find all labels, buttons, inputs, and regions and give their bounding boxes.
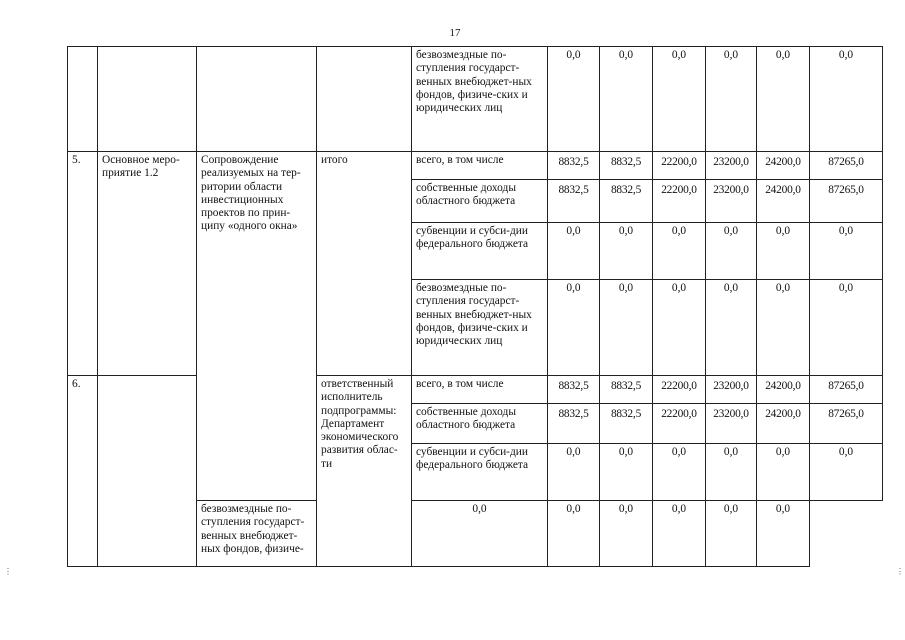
row-number: 6. <box>68 376 98 567</box>
value-cell: 0,0 <box>706 501 757 567</box>
value-cell: 0,0 <box>600 444 653 501</box>
value-cell: 24200,0 <box>757 152 810 180</box>
cell-description <box>197 47 317 152</box>
cell-executor <box>317 47 412 152</box>
value-cell: 87265,0 <box>810 152 883 180</box>
value-cell: 8832,5 <box>548 152 600 180</box>
executor-label: итого <box>317 152 412 376</box>
value-cell: 0,0 <box>810 47 883 152</box>
value-cell: 87265,0 <box>810 404 883 444</box>
value-cell: 0,0 <box>600 501 653 567</box>
value-cell: 24200,0 <box>757 376 810 404</box>
value-cell: 0,0 <box>757 280 810 376</box>
value-cell: 22200,0 <box>653 180 706 223</box>
value-cell: 24200,0 <box>757 404 810 444</box>
value-cell: 87265,0 <box>810 376 883 404</box>
value-cell: 0,0 <box>810 280 883 376</box>
scan-edge-mark: ⋮ <box>4 567 12 576</box>
activity-description: Сопровождение реализуемых на тер-ритории области инвестиционных проектов по прин-ципу «одного окна» <box>197 152 317 501</box>
value-cell: 0,0 <box>706 223 757 280</box>
value-cell: 0,0 <box>412 501 548 567</box>
source-label: безвозмездные по-ступления государст-венных внебюджет-ных фондов, физиче-ских и юридических лиц <box>412 280 548 376</box>
value-cell: 0,0 <box>653 280 706 376</box>
page-number: 17 <box>449 27 461 39</box>
value-cell: 0,0 <box>653 444 706 501</box>
value-cell: 0,0 <box>706 47 757 152</box>
executor-label: ответственный исполнитель подпрограммы: Департамент экономического развития облас-ти <box>317 376 412 567</box>
source-label: субвенции и субси-дии федерального бюджета <box>412 223 548 280</box>
value-cell: 8832,5 <box>600 404 653 444</box>
value-cell: 0,0 <box>810 223 883 280</box>
value-cell: 0,0 <box>706 280 757 376</box>
value-cell: 8832,5 <box>548 376 600 404</box>
value-cell: 0,0 <box>548 223 600 280</box>
value-cell: 8832,5 <box>600 152 653 180</box>
cell-name <box>98 47 197 152</box>
source-label: безвозмездные по-ступления государст-венных внебюджет-ных фондов, физиче-ских и юридических лиц <box>412 47 548 152</box>
value-cell: 0,0 <box>757 223 810 280</box>
value-cell: 0,0 <box>757 501 810 567</box>
source-label: всего, в том числе <box>412 152 548 180</box>
source-label: собственные доходы областного бюджета <box>412 180 548 223</box>
cell-number <box>68 47 98 152</box>
value-cell: 0,0 <box>757 47 810 152</box>
scan-edge-mark: ⋮ <box>896 567 904 576</box>
value-cell: 0,0 <box>653 501 706 567</box>
value-cell: 0,0 <box>548 501 600 567</box>
value-cell: 0,0 <box>548 47 600 152</box>
value-cell: 23200,0 <box>706 152 757 180</box>
value-cell: 23200,0 <box>706 180 757 223</box>
value-cell: 23200,0 <box>706 404 757 444</box>
value-cell: 0,0 <box>600 223 653 280</box>
value-cell: 22200,0 <box>653 376 706 404</box>
activity-name <box>98 376 197 567</box>
value-cell: 0,0 <box>706 444 757 501</box>
source-label: безвозмездные по-ступления государст-венных внебюджет-ных фондов, физиче- <box>197 501 317 567</box>
value-cell: 8832,5 <box>600 376 653 404</box>
budget-table <box>67 46 883 567</box>
value-cell: 0,0 <box>548 280 600 376</box>
value-cell: 23200,0 <box>706 376 757 404</box>
table-row <box>68 376 883 404</box>
activity-name: Основное меро-приятие 1.2 <box>98 152 197 376</box>
value-cell: 22200,0 <box>653 404 706 444</box>
value-cell: 8832,5 <box>548 180 600 223</box>
value-cell: 87265,0 <box>810 180 883 223</box>
table-row-continued <box>68 47 883 152</box>
value-cell: 0,0 <box>653 223 706 280</box>
table-row <box>68 152 883 180</box>
source-label: субвенции и субси-дии федерального бюджета <box>412 444 548 501</box>
value-cell: 22200,0 <box>653 152 706 180</box>
value-cell: 0,0 <box>653 47 706 152</box>
value-cell: 0,0 <box>810 444 883 501</box>
value-cell: 8832,5 <box>600 180 653 223</box>
source-label: всего, в том числе <box>412 376 548 404</box>
value-cell: 0,0 <box>600 47 653 152</box>
value-cell: 8832,5 <box>548 404 600 444</box>
source-label: собственные доходы областного бюджета <box>412 404 548 444</box>
value-cell: 0,0 <box>757 444 810 501</box>
value-cell: 0,0 <box>600 280 653 376</box>
row-number: 5. <box>68 152 98 376</box>
value-cell: 0,0 <box>548 444 600 501</box>
value-cell: 24200,0 <box>757 180 810 223</box>
